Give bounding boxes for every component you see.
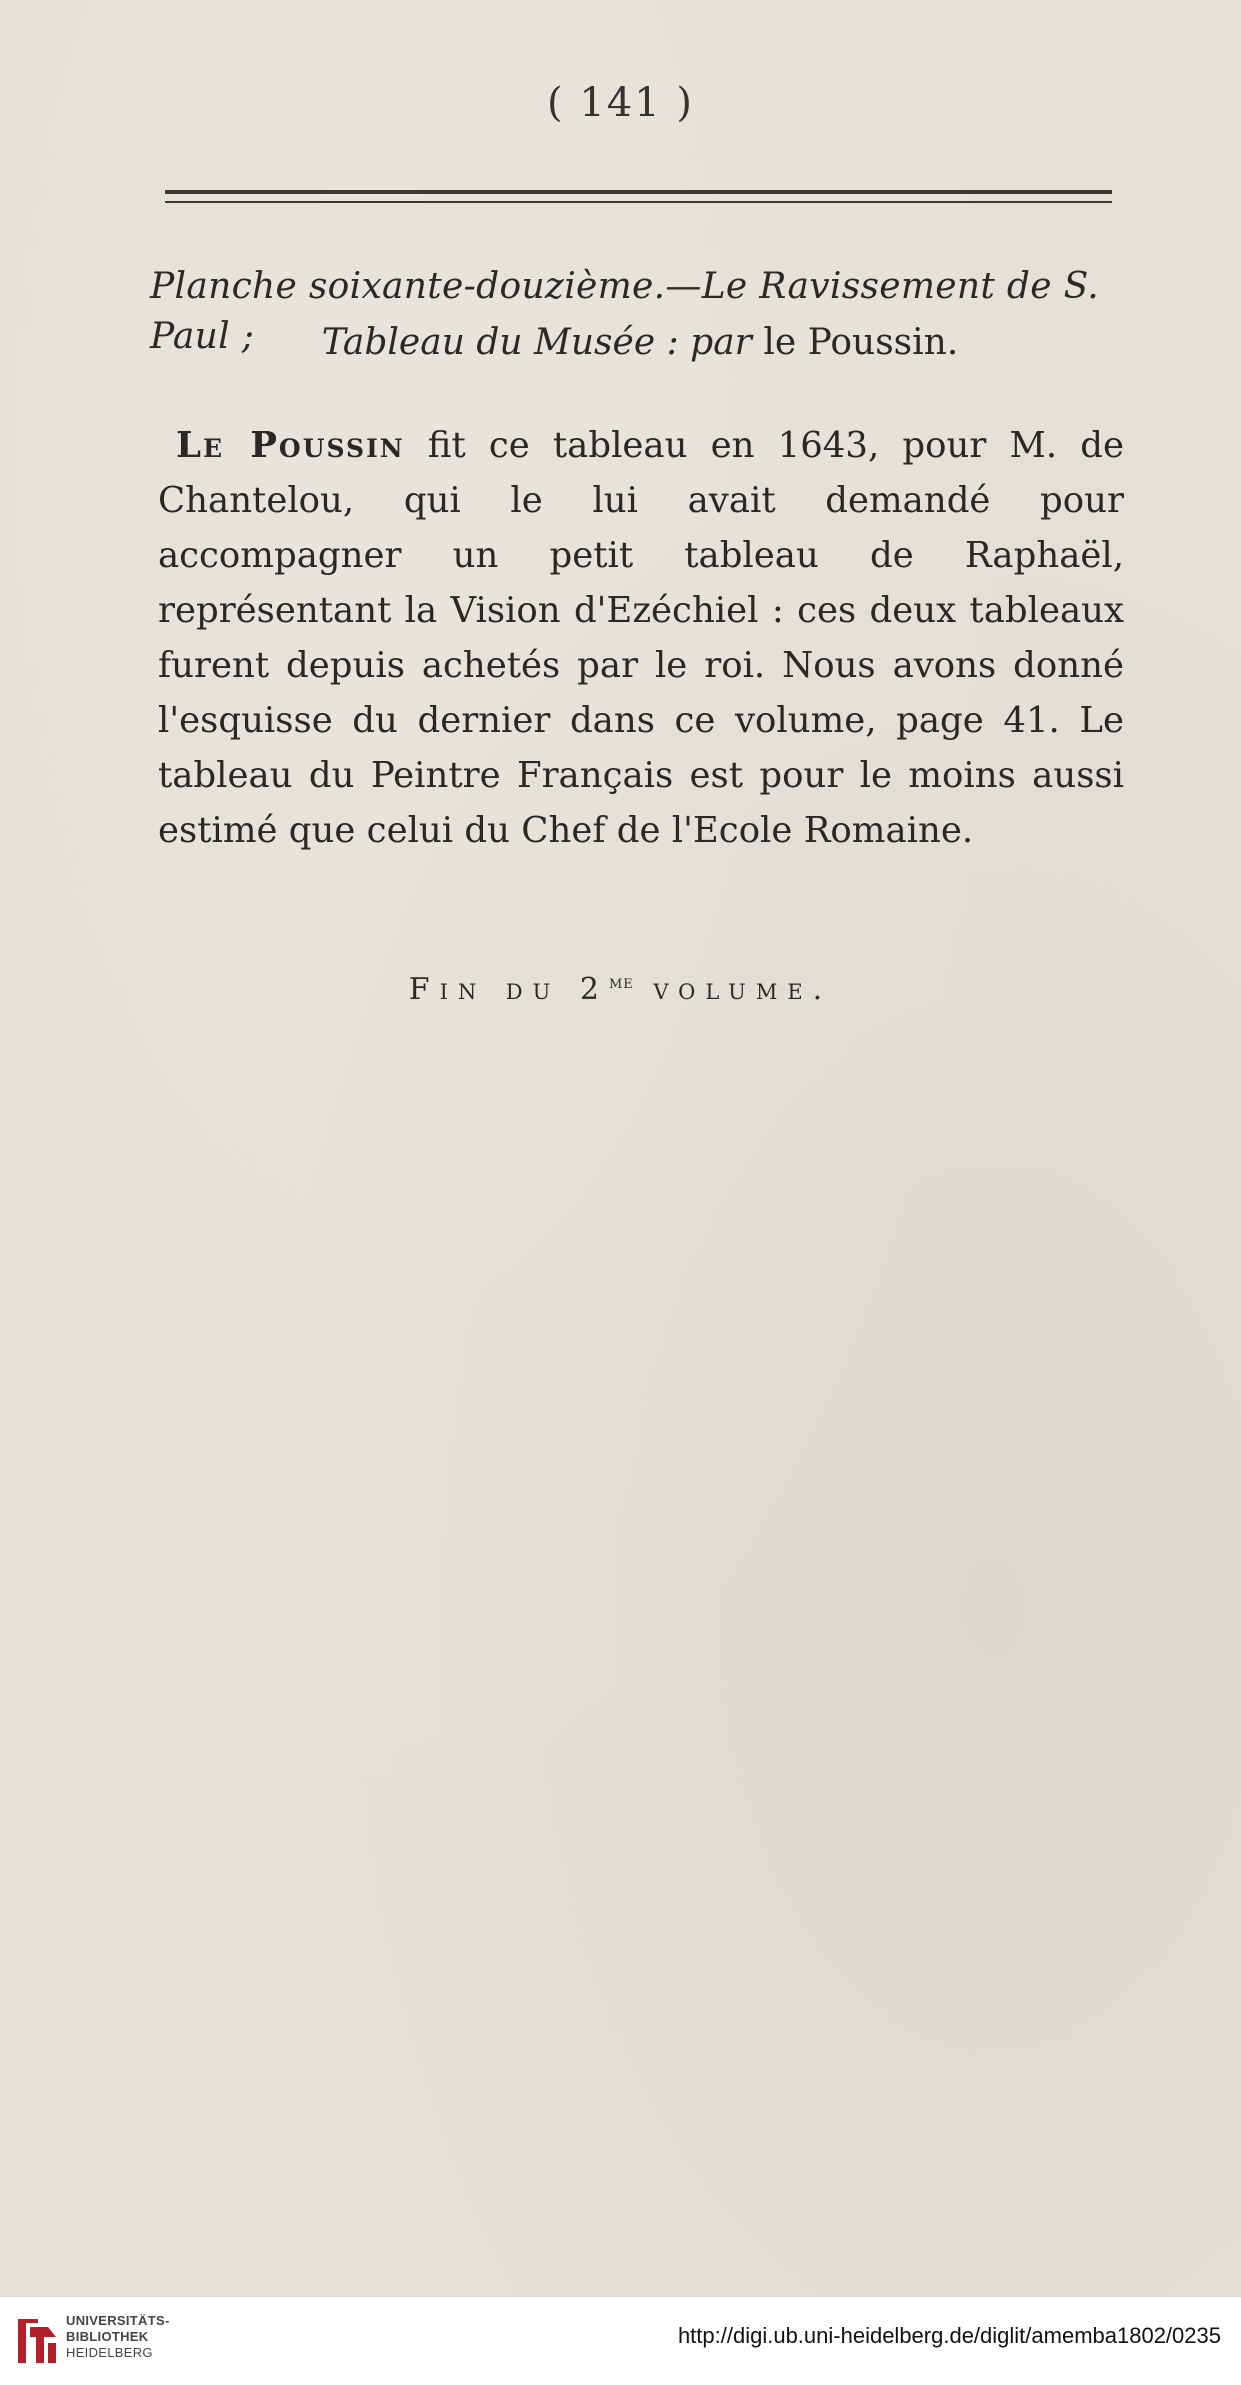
volume-label: volume.	[653, 972, 833, 1007]
header-rule-thick	[165, 190, 1112, 194]
library-logo[interactable]	[14, 2311, 174, 2373]
page-number: ( 141 )	[547, 80, 694, 126]
fin-du-label: Fin du 2	[408, 972, 609, 1007]
permalink-url[interactable]: http://digi.ub.uni-heidelberg.de/diglit/amemba1802/0235	[677, 2323, 1221, 2348]
paragraph-text: fit ce tableau en 1643, pour M. de Chantelou, qui le lui avait demandé pour accompagner un petit tableau de Raphaël, représentant la Vision d'Ezéchiel : ces deux tableaux furent depuis achetés par le roi. Nous avons donné l'esquisse du dernier dans ce volume, page 41. Le tableau du Peintre Français est pour le moins aussi estimé que celui du Chef de l'Ecole Romaine.	[158, 425, 1124, 851]
plate-caption-artist: le Poussin.	[763, 322, 959, 363]
plate-caption-museum: Tableau du Musée : par	[321, 322, 752, 363]
end-of-volume	[0, 972, 1241, 1007]
ordinal-suffix: me	[608, 972, 634, 993]
logo-line-3: HEIDELBERG	[66, 2345, 153, 2360]
logo-line-1: UNIVERSITÄTS-	[66, 2313, 170, 2328]
paragraph-lead-words: Le Poussin	[176, 425, 405, 466]
viewer-footer	[0, 2296, 1241, 2385]
description-paragraph	[158, 418, 1124, 858]
plate-caption-title: Planche soixante-douzième.—Le Ravissement de S. Paul ;	[150, 266, 1100, 357]
header-rule-thin	[165, 201, 1112, 203]
library-logo-text	[66, 2313, 170, 2361]
library-logo-icon	[14, 2313, 60, 2369]
plate-caption-subtitle	[150, 318, 1130, 368]
logo-line-2: BIBLIOTHEK	[66, 2329, 149, 2344]
